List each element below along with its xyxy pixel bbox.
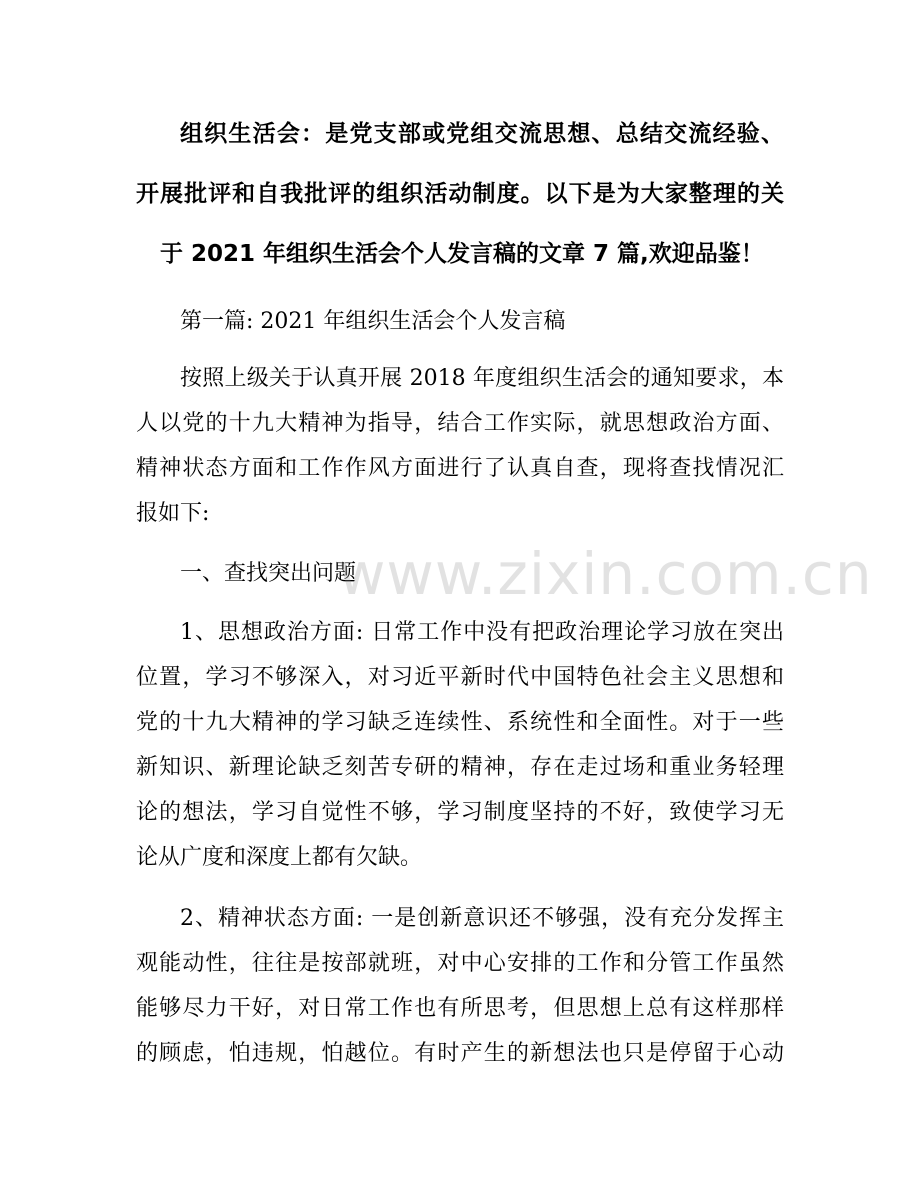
item1-line-2: 位置，学习不够深入，对习近平新时代中国特色社会主义思想和 — [136, 665, 784, 690]
intro-line-2: 开展批评和自我批评的组织活动制度。以下是为大家整理的关 — [136, 181, 784, 207]
para1-line-3: 精神状态方面和工作作风方面进行了认真自查，现将查找情况汇 — [136, 456, 784, 481]
para1-line-1: 按照上级关于认真开展 2018 年度组织生活会的通知要求，本 — [180, 366, 784, 391]
item1-line-6: 论从广度和深度上都有欠缺。 — [136, 845, 423, 870]
item2-line-1: 2、精神状态方面: 一是创新意识还不够强，没有充分发挥主 — [180, 906, 784, 931]
section-heading: 一、查找突出问题 — [180, 561, 357, 586]
article-heading: 第一篇: 2021 年组织生活会个人发言稿 — [180, 309, 566, 334]
intro-line-3: 于 2021 年组织生活会个人发言稿的文章 7 篇,欢迎品鉴！ — [160, 241, 764, 267]
item1-line-5: 论的想法，学习自觉性不够，学习制度坚持的不好，致使学习无 — [136, 800, 784, 825]
para1-line-4: 报如下: — [136, 501, 210, 526]
item1-line-4: 新知识、新理论缺乏刻苦专研的精神，存在走过场和重业务轻理 — [136, 755, 784, 780]
item1-line-3: 党的十九大精神的学习缺乏连续性、系统性和全面性。对于一些 — [136, 710, 784, 735]
item2-line-4: 的顾虑，怕违规，怕越位。有时产生的新想法也只是停留于心动 — [136, 1041, 784, 1066]
para1-line-2: 人以党的十九大精神为指导，结合工作实际，就思想政治方面、 — [136, 411, 784, 436]
item1-line-1: 1、思想政治方面: 日常工作中没有把政治理论学习放在突出 — [180, 620, 784, 645]
item2-line-2: 观能动性，往往是按部就班，对中心安排的工作和分管工作虽然 — [136, 951, 784, 976]
item2-line-3: 能够尽力干好，对日常工作也有所思考，但思想上总有这样那样 — [136, 996, 784, 1021]
intro-line-1: 组织生活会：是党支部或党组交流思想、总结交流经验、 — [180, 121, 784, 147]
watermark: www.zixin.com.cn — [338, 540, 873, 608]
